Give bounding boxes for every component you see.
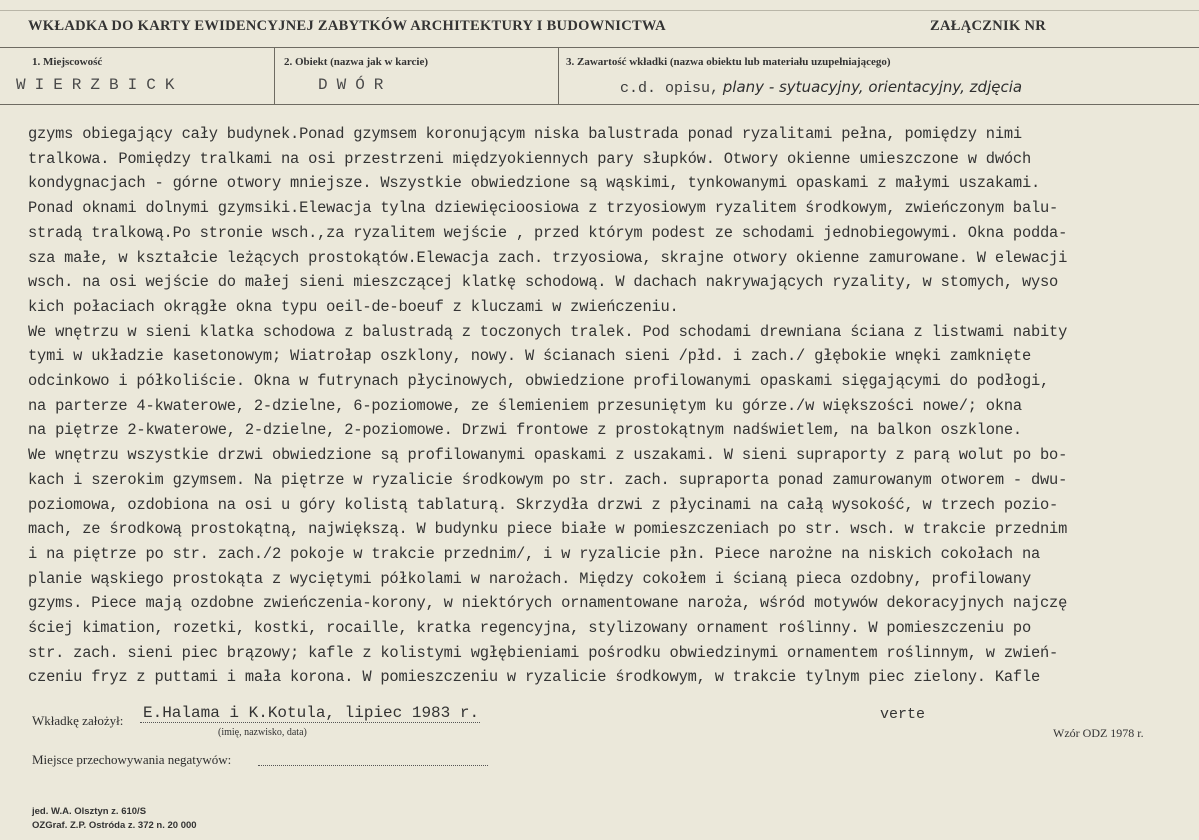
content-handwritten-text: plany - sytuacyjny, orientacyjny, zdjęcia [722,78,1023,96]
print-info-line-1: jed. W.A. Olsztyn z. 610/S [32,806,147,817]
form-title: WKŁADKA DO KARTY EWIDENCYJNEJ ZABYTKÓW ARCHITEKTURY I BUDOWNICTWA [28,18,666,34]
prepared-by-value: E.Halama i K.Kotula, lipiec 1983 r. [143,704,480,722]
description-line: tralkowa. Pomiędzy tralkami na osi przestrzeni międzyokiennych pary słupków. Otwory okienne umieszczone w dwóch [28,149,1031,168]
content-value [620,78,1022,97]
description-line: gzyms. Piece mają ozdobne zwieńczenia-korony, w niektórych ornamentowane naroża, wśród motywów dekoracyjnych najczę [28,594,1068,613]
description-line: kondygnacjach - górne otwory mniejsze. Wszystkie obwiedzione są wąskimi, tynkowanymi opaskami z małymi uszakami. [28,174,1041,193]
locality-label: 1. Miejscowość [32,56,103,68]
description-line: na piętrze 2-kwaterowe, 2-dzielne, 2-poziomowe. Drzwi frontowe z prostokątnym nadświetlem, na balkon oszklone. [28,421,1022,440]
description-line: kich połaciach okrągłe okna typu oeil-de-boeuf z kluczami w zwieńczeniu. [28,297,679,316]
description-line: poziomowa, ozdobiona na osi u góry kolistą tablaturą. Skrzydła drzwi z płycinami na całą wysokość, w trzech pozio- [28,495,1059,514]
description-line: i na piętrze po str. zach./2 pokoje w trakcie przednim/, i w ryzalicie płn. Piece narożne na niskich cokołach na [28,544,1041,563]
description-line: ściej kimation, rozetki, kostki, rocaille, kratka regencyjna, stylizowany ornament roślinny. W pomieszczeniu po [28,619,1031,638]
verte-note: verte [880,706,926,723]
print-info-line-2: OZGraf. Z.P. Ostróda z. 372 n. 20 000 [32,820,197,831]
field-divider-2 [558,47,559,105]
description-line: We wnętrzu wszystkie drzwi obwiedzione są profilowanymi opaskami z uszakami. W sieni supraporty z parą wolut po bo- [28,446,1068,465]
description-line: wsch. na osi wejście do małej sieni mieszczącej klatkę schodową. W dachach nakrywających ryzality, w stomych, wyso [28,273,1059,292]
negatives-storage-label: Miejsce przechowywania negatywów: [32,752,232,767]
description-line: mach, ze środkową prostokątną, największą. W budynku piece białe w pomieszczeniach po str. wsch. w trakcie przednim [28,520,1068,539]
negatives-storage-dotted-line [258,765,488,766]
prepared-by-label: Wkładkę założył: [32,713,124,728]
prepared-by-dotted-line [140,722,480,723]
top-rule [0,10,1199,11]
template-version: Wzór ODZ 1978 r. [1053,726,1144,740]
field-divider-1 [274,47,275,105]
description-line: odcinkowo i półkoliście. Okna w futrynach płycinowych, obwiedzione profilowanymi opaskami sięgającymi do podłogi, [28,372,1050,391]
object-label: 2. Obiekt (nazwa jak w karcie) [284,56,429,68]
content-label: 3. Zawartość wkładki (nazwa obiektu lub materiału uzupełniającego) [566,56,891,68]
description-line: gzyms obiegający cały budynek.Ponad gzymsem koronującym niska balustrada ponad ryzalitami pełna, pomiędzy nimi [28,125,1022,143]
description-line: stradą tralkową.Po stronie wsch.,za ryzalitem wejście , przed którym podest ze schodami jednobiegowymi. Okna podda- [28,223,1068,242]
attachment-label: ZAŁĄCZNIK NR [930,18,1046,34]
description-line: kach i szerokim gzymsem. Na piętrze w ryzalicie środkowym po str. zach. supraporta ponad zamurowanym otworem - dwu- [28,470,1068,489]
description-line: sza małe, w kształcie leżących prostokątów.Elewacja zach. trzyosiowa, skrajne otwory okienne zamurowane. W elewacji [28,248,1068,267]
description-line: tymi w układzie kasetonowym; Wiatrołap oszklony, nowy. W ścianach sieni /płd. i zach./ głębokie wnęki zamknięte [28,347,1031,366]
prepared-by-hint: (imię, nazwisko, data) [218,727,307,738]
object-value: DWÓR [318,76,393,94]
description-line: planie wąskiego prostokąta z wyciętymi półkolami w narożach. Między cokołem i ścianą pieca ozdobny, profilowany [28,569,1031,588]
description-line: We wnętrzu w sieni klatka schodowa z balustradą z toczonych tralek. Pod schodami drewniana ściana z listwami nabity [28,322,1068,341]
content-typed-text: c.d. opisu, [620,80,720,97]
field-box-bottom-rule [0,104,1199,105]
field-box-top-rule [0,47,1199,48]
description-line: na parterze 4-kwaterowe, 2-dzielne, 6-poziomowe, ze ślemieniem przesuniętym ku górze./w większości nowe/; okna [28,396,1022,415]
description-line: czeniu fryz z puttami i mała korona. W pomieszczeniu w ryzalicie środkowym, w trakcie tylnym piec zielony. Kafle [28,668,1041,687]
description-text [28,122,1190,690]
description-line: Ponad oknami dolnymi gzymsiki.Elewacja tylna dziewięcioosiowa z trzyosiowym ryzalitem środkowym, zwieńczonym balu- [28,199,1059,218]
description-line: str. zach. sieni piec brązowy; kafle z kolistymi wgłębieniami pośrodku obwiedzinymi ornamentem roślinnym, w zwień- [28,643,1059,662]
locality-value: WIERZBICK [16,76,184,94]
